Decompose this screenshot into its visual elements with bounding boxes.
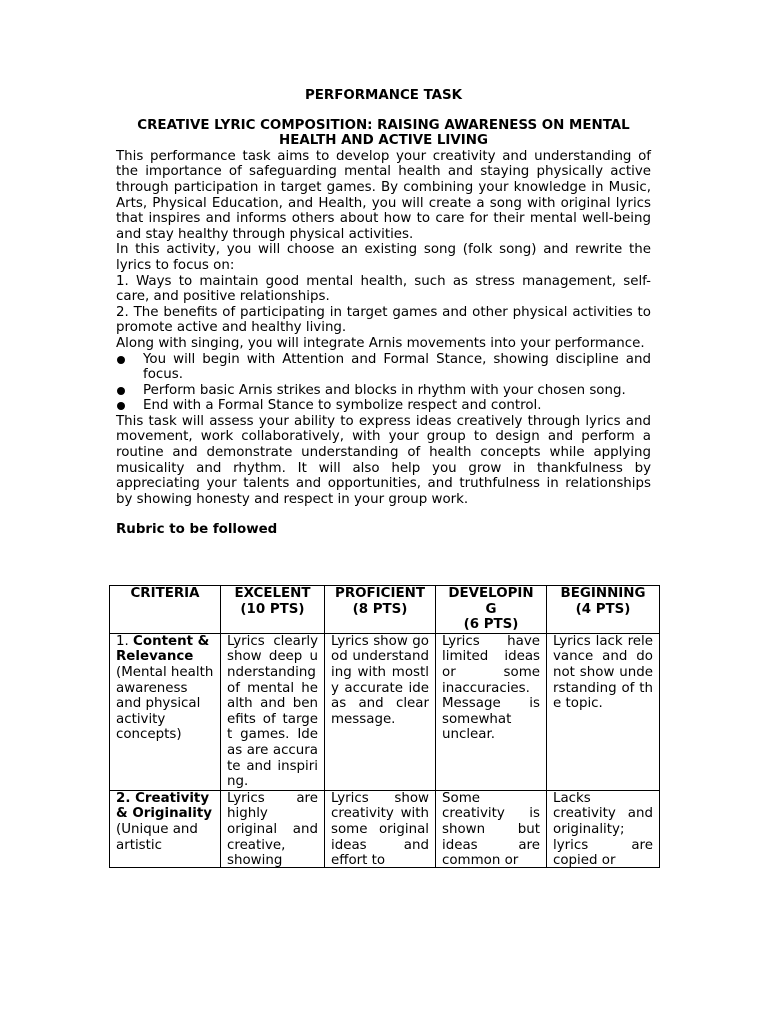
arnis-intro: Along with singing, you will integrate Arnis movements into your performance. — [116, 335, 645, 351]
header-developing: DEVELOPIN G (6 PTS) — [436, 586, 547, 634]
header-excelent: EXCELENT (10 PTS) — [221, 586, 325, 634]
excelent-cell: Lyrics clearly show deep understanding of mental health and benefits of target games. Ideas are accurate and inspiring. — [221, 633, 325, 790]
beginning-cell: Lyrics lack relevance and do not show understanding of the topic. — [547, 633, 660, 790]
table-row — [110, 633, 660, 790]
activity-intro: In this activity, you will choose an existing song (folk song) and rewrite the lyrics to focus on: — [116, 242, 651, 273]
criteria-cell: 2. Creativity & Originality (Unique and artistic — [110, 790, 221, 867]
bullet-icon — [117, 402, 125, 410]
beginning-cell: Lacks creativity and originality; lyrics are copied or — [547, 790, 660, 867]
criteria-cell: 1. Content & Relevance (Mental health awareness and physical activity concepts) — [110, 633, 221, 790]
header-criteria: CRITERIA — [110, 586, 221, 634]
page-title: PERFORMANCE TASK — [304, 88, 463, 103]
proficient-cell: Lyrics show creativity with some original ideas and effort to — [325, 790, 436, 867]
bullet-item: You will begin with Attention and Formal Stance, showing discipline and focus. — [116, 352, 651, 383]
intro-paragraph: This performance task aims to develop your creativity and understanding of the importance of safeguarding mental health and staying physically active through participation in target games. By combining your knowledge in Music, Arts, Physical Education, and Health, you will create a song with original lyrics that inspires and informs others about how to care for their mental well-being and stay healthy through physical activities. — [116, 148, 651, 242]
assessment-paragraph: This task will assess your ability to express ideas creatively through lyrics and movement, work collaboratively, with your group to design and perform a routine and demonstrate understanding of health concepts while applying musicality and rhythm. It will also help you grow in thankfulness by appreciating your talents and opportunities, and truthfulness in relationships by showing honesty and respect in your group work. — [116, 413, 651, 507]
excelent-cell: Lyrics are highly original and creative, showing — [221, 790, 325, 867]
focus-item-1: 1. Ways to maintain good mental health, such as stress management, self-care, and positive relationships. — [116, 273, 651, 305]
rubric-table — [109, 585, 660, 868]
table-row — [110, 790, 660, 867]
bullet-item: Perform basic Arnis strikes and blocks in rhythm with your chosen song. — [116, 383, 651, 399]
header-proficient: PROFICIENT (8 PTS) — [325, 586, 436, 634]
document-page — [116, 88, 651, 538]
bullet-item: End with a Formal Stance to symbolize respect and control. — [116, 398, 651, 414]
header-beginning: BEGINNING (4 PTS) — [547, 586, 660, 634]
bullet-icon — [117, 356, 125, 364]
rubric-heading: Rubric to be followed — [116, 522, 278, 538]
page-subtitle: CREATIVE LYRIC COMPOSITION: RAISING AWARENESS ON MENTAL HEALTH AND ACTIVE LIVING — [137, 117, 630, 149]
proficient-cell: Lyrics show good understanding with mostly accurate ideas and clear message. — [325, 633, 436, 790]
developing-cell: Lyrics have limited ideas or some inaccuracies. Message is somewhat unclear. — [436, 633, 547, 790]
developing-cell: Some creativity is shown but ideas are common or — [436, 790, 547, 867]
bullet-icon — [117, 387, 125, 395]
focus-item-2: 2. The benefits of participating in target games and other physical activities to promote active and healthy living. — [116, 304, 651, 336]
arnis-bullet-list — [116, 352, 651, 414]
table-header-row — [110, 586, 660, 634]
